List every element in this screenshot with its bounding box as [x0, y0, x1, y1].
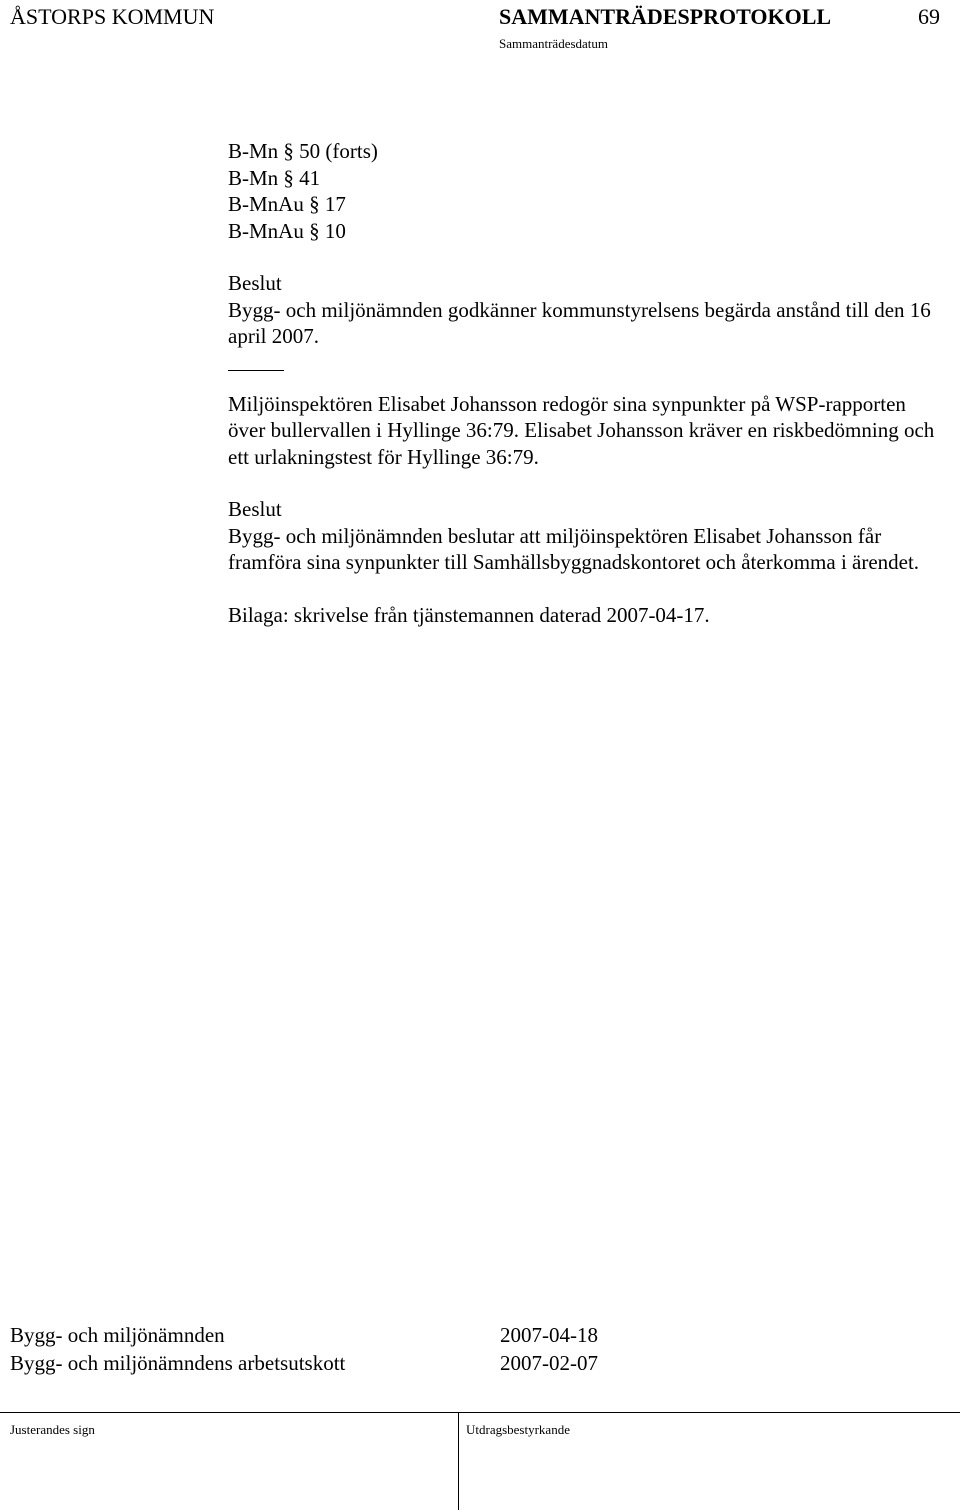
committee-date: 2007-02-07 — [500, 1351, 598, 1375]
extract-certification-label: Utdragsbestyrkande — [466, 1422, 570, 1437]
report-text: Miljöinspektören Elisabet Johansson redogör sina synpunkter på WSP-rapporten över bullervallen i Hyllinge 36:79. Elisabet Johansson kräver en riskbedömning och ett urlakningstest för Hyllinge 36:79. — [228, 391, 935, 469]
signature-table-divider — [458, 1412, 459, 1510]
document-title: SAMMANTRÄDESPROTOKOLL — [499, 4, 832, 29]
protocol-body — [228, 138, 948, 628]
municipality-name: ÅSTORPS KOMMUN — [10, 4, 215, 29]
decision-text: Bygg- och miljönämnden godkänner kommunstyrelsens begärda anstånd till den 16 april 2007. — [228, 297, 931, 348]
committee-name: Bygg- och miljönämnden — [10, 1323, 225, 1347]
committee-row — [10, 1349, 640, 1377]
reference-line: B-Mn § 50 (forts) — [228, 139, 378, 163]
reference-line: B-MnAu § 10 — [228, 218, 346, 243]
committee-name: Bygg- och miljönämndens arbetsutskott — [10, 1351, 346, 1375]
decision-heading: Beslut — [228, 497, 282, 521]
meeting-date-label: Sammanträdesdatum — [499, 36, 609, 51]
page-number: 69 — [918, 4, 940, 29]
decision-text: Bygg- och miljönämnden beslutar att miljöinspektören Elisabet Johansson får framföra sina synpunkter till Samhällsbyggnadskontoret och återkomma i ärendet. — [228, 523, 920, 574]
committee-list — [10, 1321, 640, 1377]
reference-line: B-Mn § 41 — [228, 165, 321, 190]
reference-line: B-MnAu § 17 — [228, 192, 346, 216]
decision-heading: Beslut — [228, 271, 282, 295]
attachment-note: Bilaga: skrivelse från tjänstemannen daterad 2007-04-17. — [228, 602, 710, 627]
adjuster-signature-label: Justerandes sign — [10, 1422, 95, 1437]
signature-table-top-border — [0, 1412, 960, 1413]
committee-date: 2007-04-18 — [500, 1323, 598, 1347]
committee-row — [10, 1321, 640, 1349]
signature-table — [0, 1412, 960, 1510]
paragraph-references — [228, 138, 948, 244]
